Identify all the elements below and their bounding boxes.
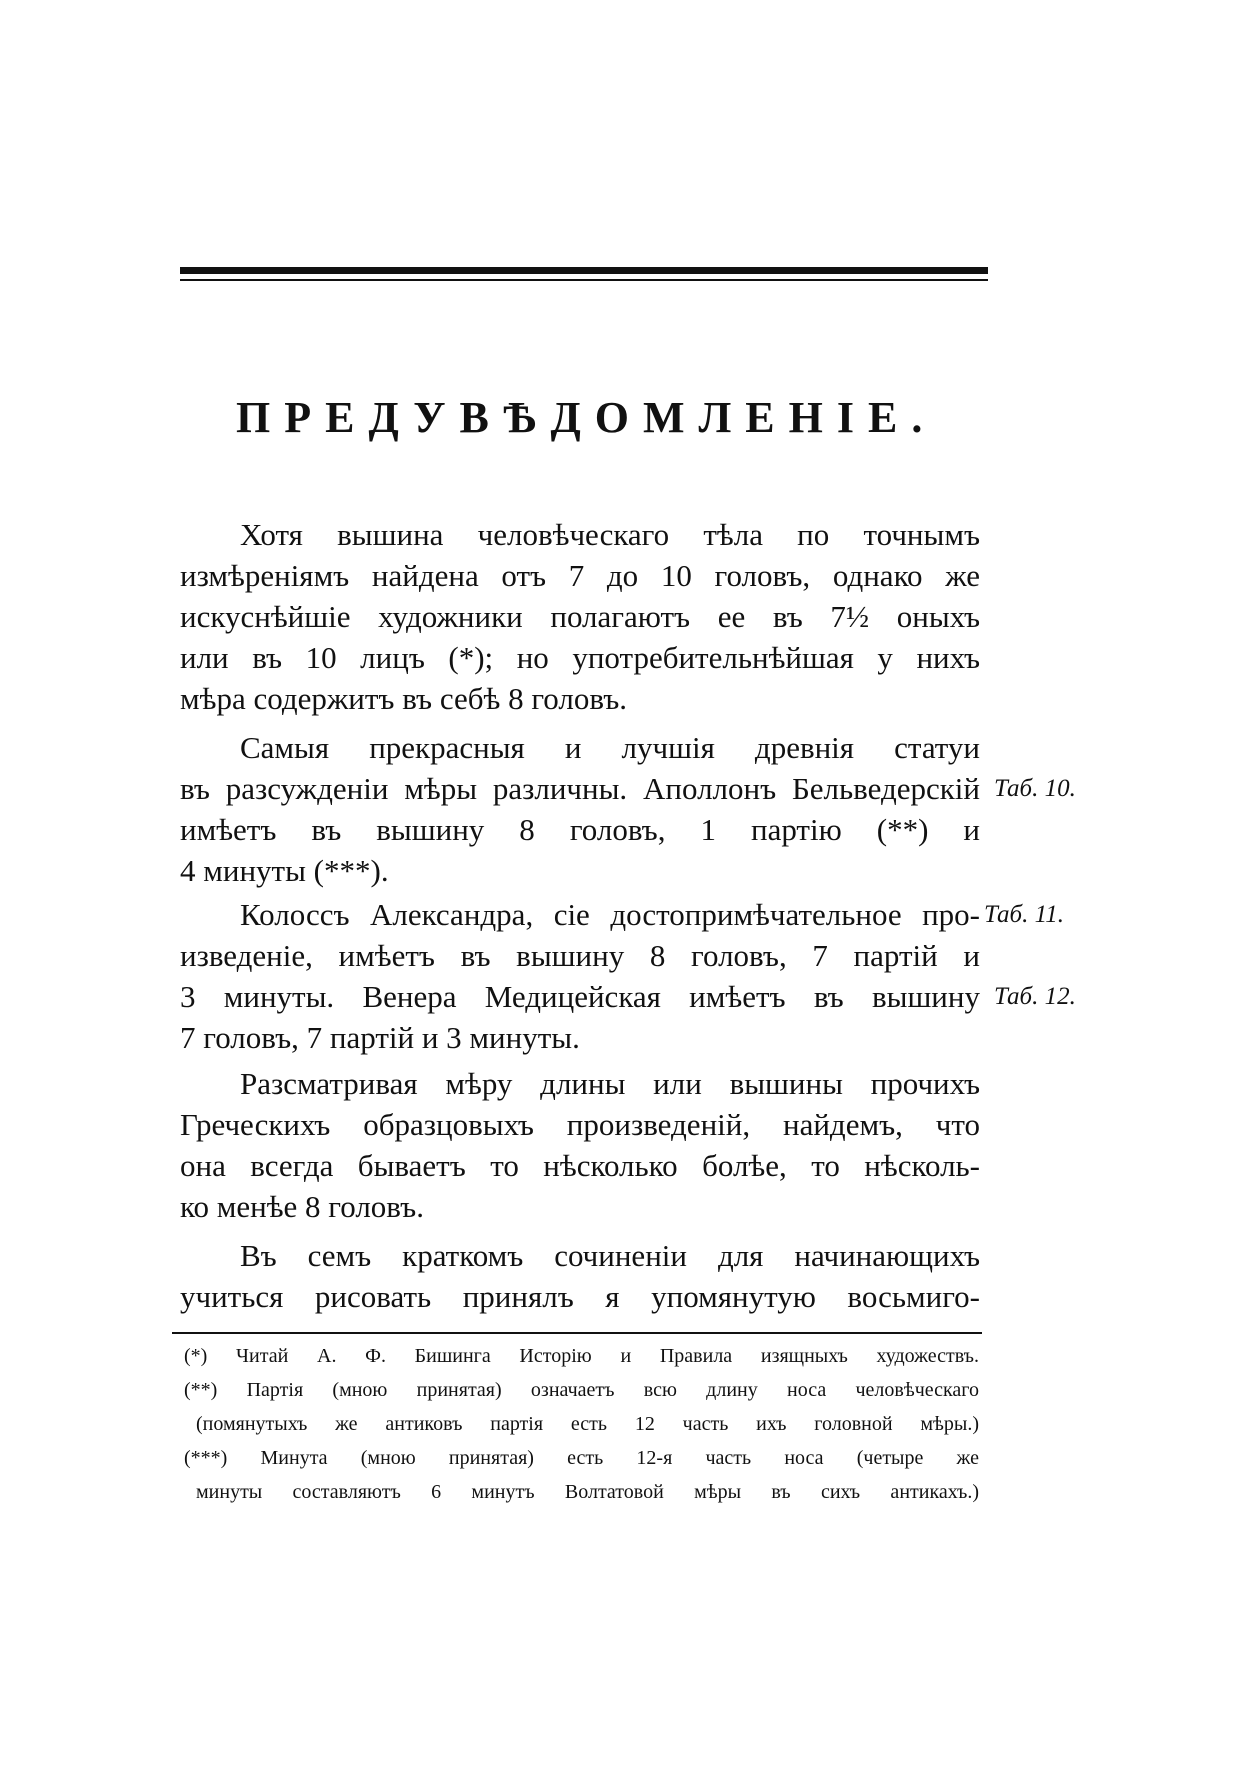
text-line: учиться рисовать принялъ я упомянутую восьмиго- bbox=[180, 1279, 980, 1314]
text-line: въ разсужденіи мѣры различны. Аполлонъ Бельведерскій bbox=[180, 771, 980, 806]
text-line: 4 минуты (***). bbox=[180, 853, 389, 888]
text-line: она всегда бываетъ то нѣсколько болѣе, то нѣсколь- bbox=[180, 1148, 980, 1183]
margin-note-table-10: Таб. 10. bbox=[994, 775, 1076, 802]
margin-note-table-12: Таб. 12. bbox=[994, 983, 1076, 1010]
text-line: или въ 10 лицъ (*); но употребительнѣйшая у нихъ bbox=[180, 640, 980, 675]
text-line: мѣра содержитъ въ себѣ 8 головъ. bbox=[180, 681, 627, 716]
header-rule-thin bbox=[180, 279, 988, 281]
text-line: 7 головъ, 7 партій и 3 минуты. bbox=[180, 1020, 580, 1055]
text-line: Хотя вышина человѣческаго тѣла по точнымъ bbox=[240, 517, 980, 552]
text-line: измѣреніямъ найдена отъ 7 до 10 головъ, однако же bbox=[180, 558, 980, 593]
footnote-line: (**) Партія (мною принятая) означаетъ всю длину носа человѣческаго bbox=[184, 1379, 979, 1401]
header-rule-thick bbox=[180, 267, 988, 274]
text-line: изведеніе, имѣетъ въ вышину 8 головъ, 7 партій и bbox=[180, 938, 980, 973]
text-line: Разсматривая мѣру длины или вышины прочихъ bbox=[240, 1066, 980, 1101]
text-line: Колоссъ Александра, сіе достопримѣчательное про- bbox=[240, 897, 980, 932]
text-line: 3 минуты. Венера Медицейская имѣетъ въ вышину bbox=[180, 979, 980, 1014]
footnote-rule bbox=[172, 1332, 982, 1334]
footnote-line: (***) Минута (мною принятая) есть 12-я часть носа (четыре же bbox=[184, 1447, 979, 1469]
text-line: Греческихъ образцовыхъ произведеній, найдемъ, что bbox=[180, 1107, 980, 1142]
text-line: имѣетъ въ вышину 8 головъ, 1 партію (**) и bbox=[180, 812, 980, 847]
page-title: ПРЕДУВѢДОМЛЕНІЕ. bbox=[236, 393, 937, 442]
text-line: Самыя прекрасныя и лучшія древнія статуи bbox=[240, 730, 980, 765]
footnote-line: (помянутыхъ же антиковъ партія есть 12 часть ихъ головной мѣры.) bbox=[196, 1413, 979, 1435]
text-line: искуснѣйшіе художники полагаютъ ее въ 7½ оныхъ bbox=[180, 599, 980, 634]
margin-note-table-11: Таб. 11. bbox=[984, 901, 1064, 928]
footnote-line: (*) Читай А. Ф. Бишинга Исторію и Правила изящныхъ художествъ. bbox=[184, 1345, 979, 1367]
text-line: Въ семъ краткомъ сочиненіи для начинающихъ bbox=[240, 1238, 980, 1273]
text-line: ко менѣе 8 головъ. bbox=[180, 1189, 424, 1224]
footnote-line: минуты составляютъ 6 минутъ Волтатовой мѣры въ сихъ антикахъ.) bbox=[196, 1481, 979, 1503]
